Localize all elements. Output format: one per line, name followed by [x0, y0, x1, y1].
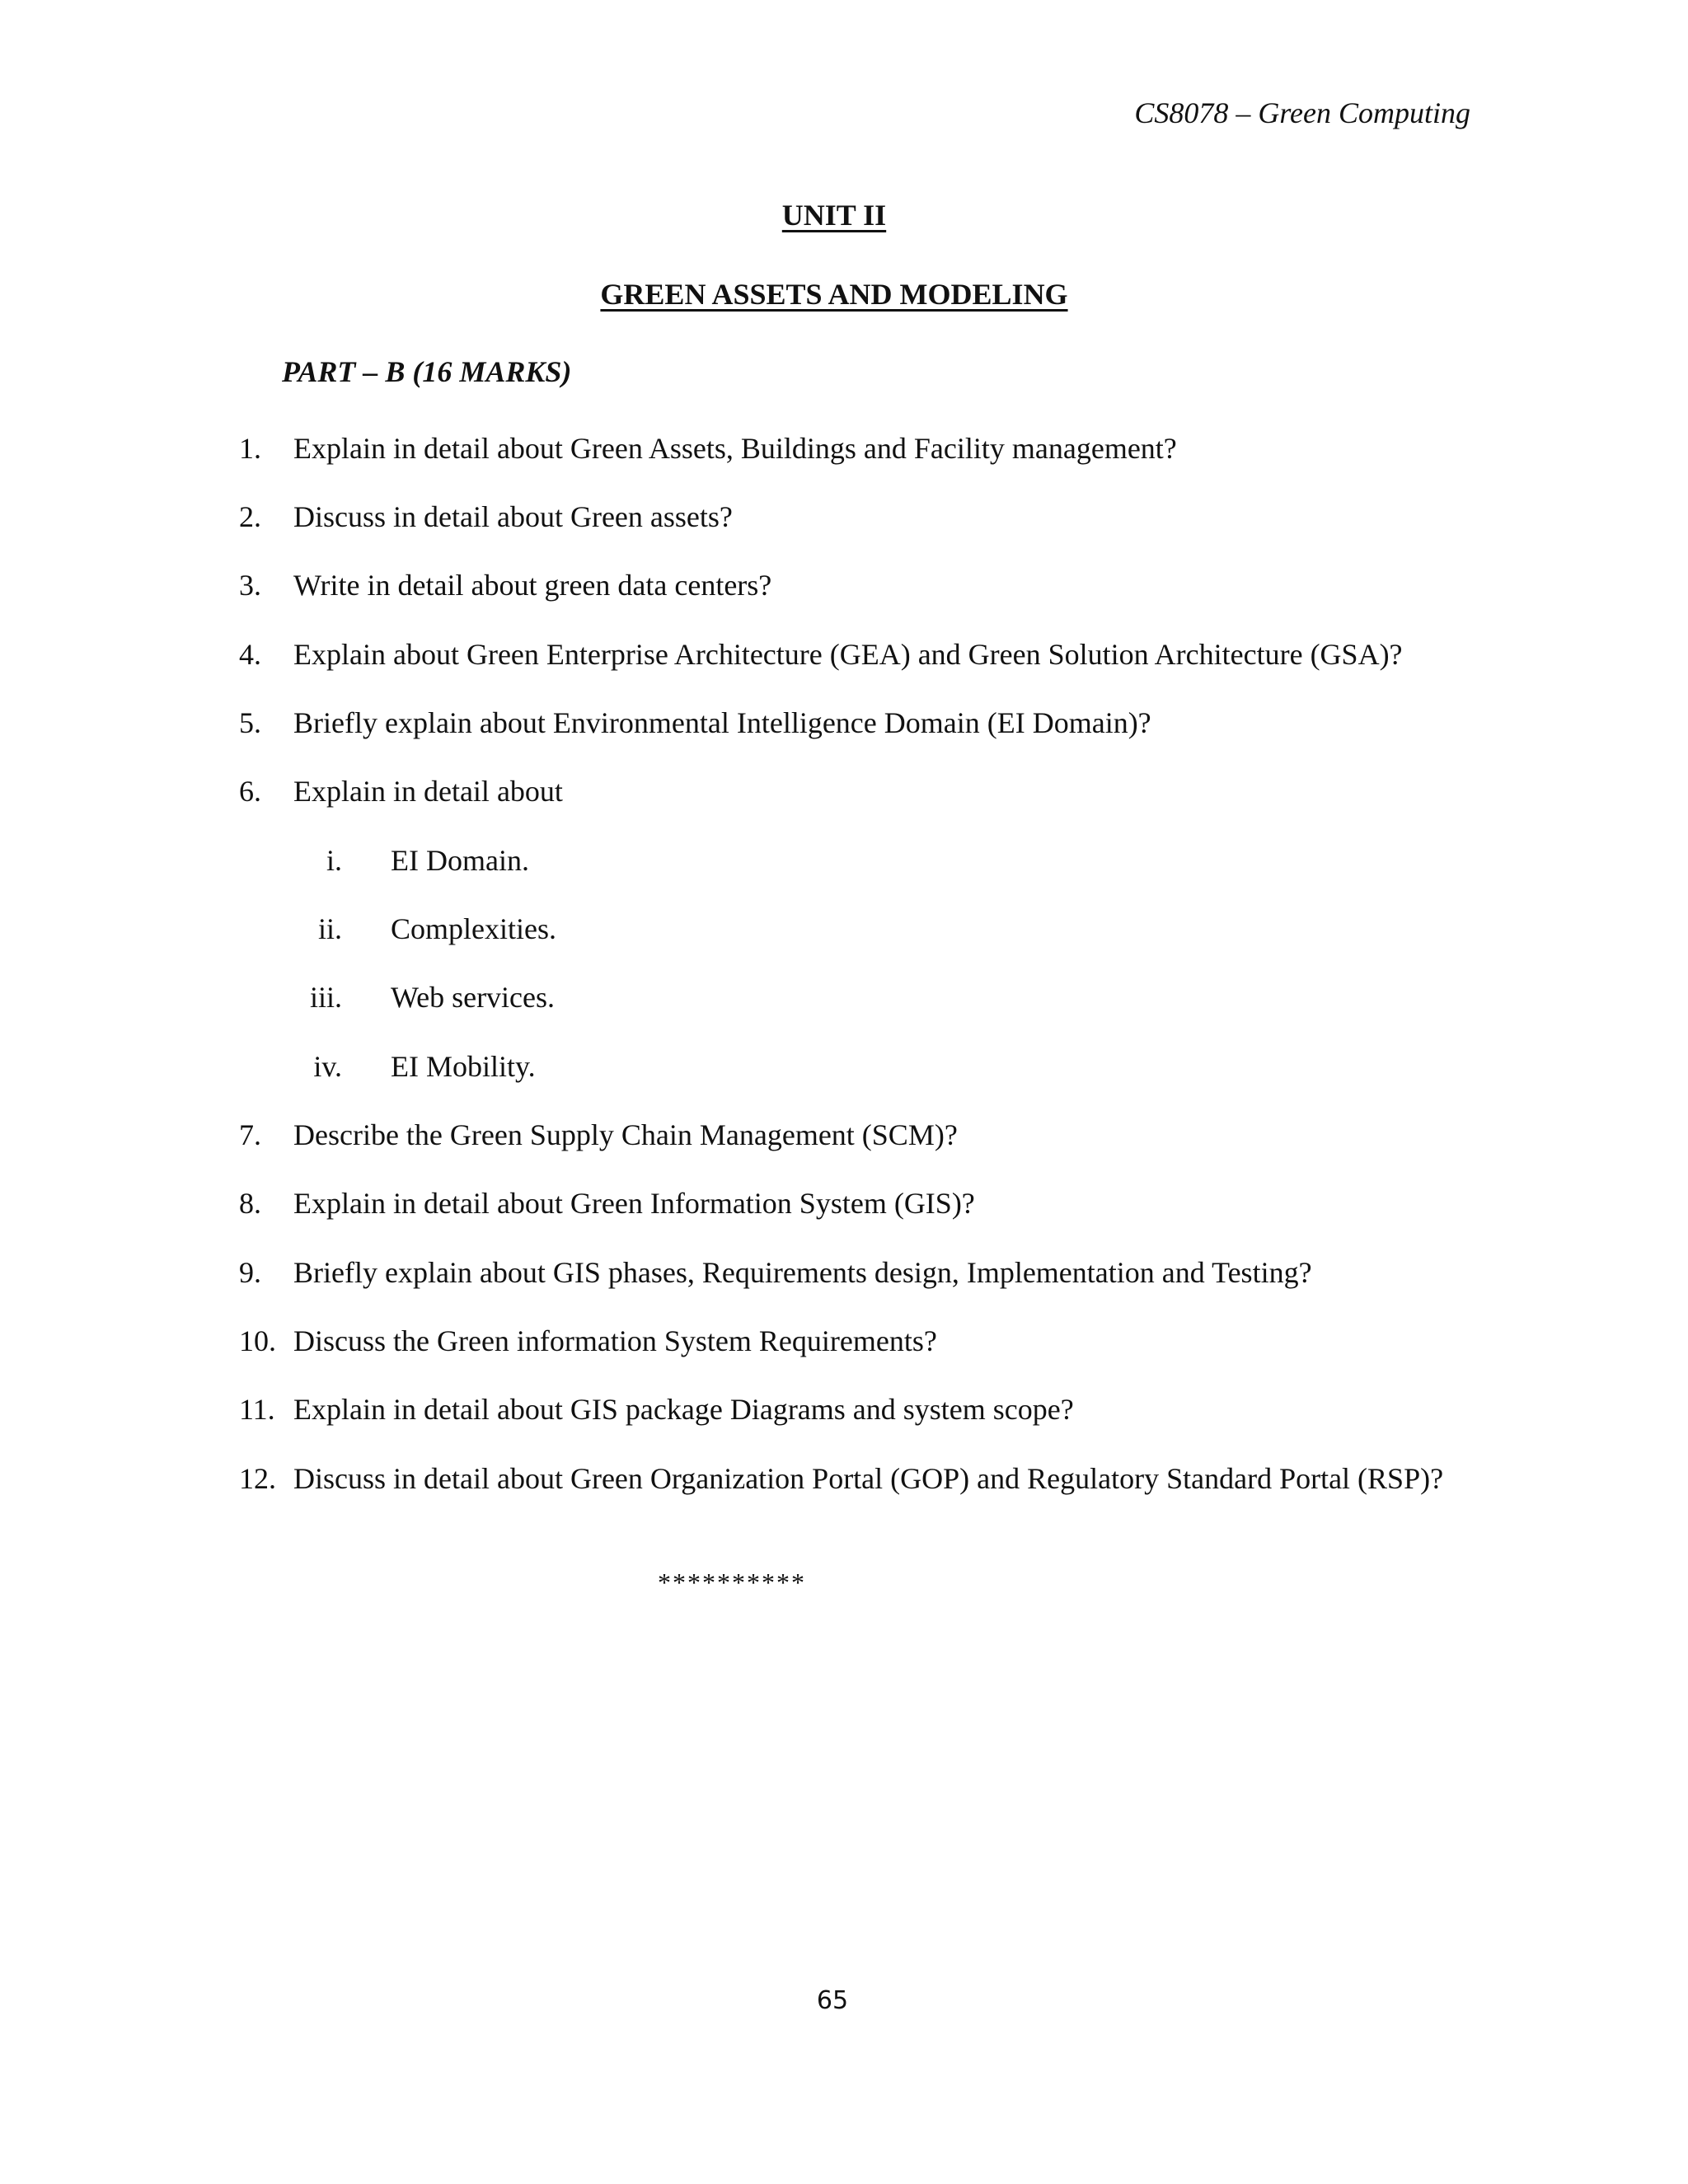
subitem-text: Web services.	[391, 981, 556, 1014]
subitem-text: Complexities.	[391, 912, 556, 945]
question-number: 3.	[239, 569, 261, 602]
subitem-number: i.	[326, 844, 342, 877]
subitem-number: iv.	[313, 1050, 342, 1083]
unit-subtitle: GREEN ASSETS AND MODELING	[600, 278, 1068, 311]
part-heading: PART – B (16 MARKS)	[282, 355, 572, 388]
question-text: Explain in detail about GIS package Diagrams and system scope?	[293, 1393, 1074, 1426]
subitem-text: EI Mobility.	[391, 1050, 536, 1083]
question-text: Write in detail about green data centers?	[293, 569, 772, 602]
question-number: 5.	[239, 706, 261, 739]
question-text: Briefly explain about GIS phases, Requirements design, Implementation and Testing?	[293, 1256, 1312, 1289]
question-number: 4.	[239, 638, 261, 671]
question-number: 12.	[239, 1462, 276, 1495]
question-text: Explain in detail about Green Information System (GIS)?	[293, 1187, 975, 1220]
question-text: Describe the Green Supply Chain Management (SCM)?	[293, 1118, 958, 1151]
question-number: 11.	[239, 1393, 275, 1426]
subitem-number: ii.	[317, 912, 342, 945]
question-number: 7.	[239, 1118, 261, 1151]
question-text: Discuss the Green information System Requirements?	[293, 1324, 937, 1357]
question-number: 6.	[239, 775, 261, 808]
question-text: Explain in detail about	[293, 775, 563, 808]
question-text: Explain about Green Enterprise Architecture (GEA) and Green Solution Architecture (GSA)?	[293, 638, 1403, 671]
end-separator: **********	[658, 1568, 806, 1597]
subitem-text: EI Domain.	[391, 844, 529, 877]
question-number: 2.	[239, 500, 261, 533]
question-text: Briefly explain about Environmental Intelligence Domain (EI Domain)?	[293, 706, 1151, 739]
page-number: 65	[816, 1986, 849, 2015]
unit-title: UNIT II	[781, 199, 887, 232]
question-text: Discuss in detail about Green assets?	[293, 500, 733, 533]
question-text: Explain in detail about Green Assets, Buildings and Facility management?	[293, 432, 1177, 465]
question-number: 8.	[239, 1187, 261, 1220]
question-number: 1.	[239, 432, 261, 465]
question-number: 10.	[239, 1324, 276, 1357]
subitem-number: iii.	[309, 981, 342, 1014]
question-number: 9.	[239, 1256, 261, 1289]
question-text: Discuss in detail about Green Organization Portal (GOP) and Regulatory Standard Portal (RSP)?	[293, 1462, 1444, 1495]
course-header: CS8078 – Green Computing	[1134, 96, 1470, 129]
